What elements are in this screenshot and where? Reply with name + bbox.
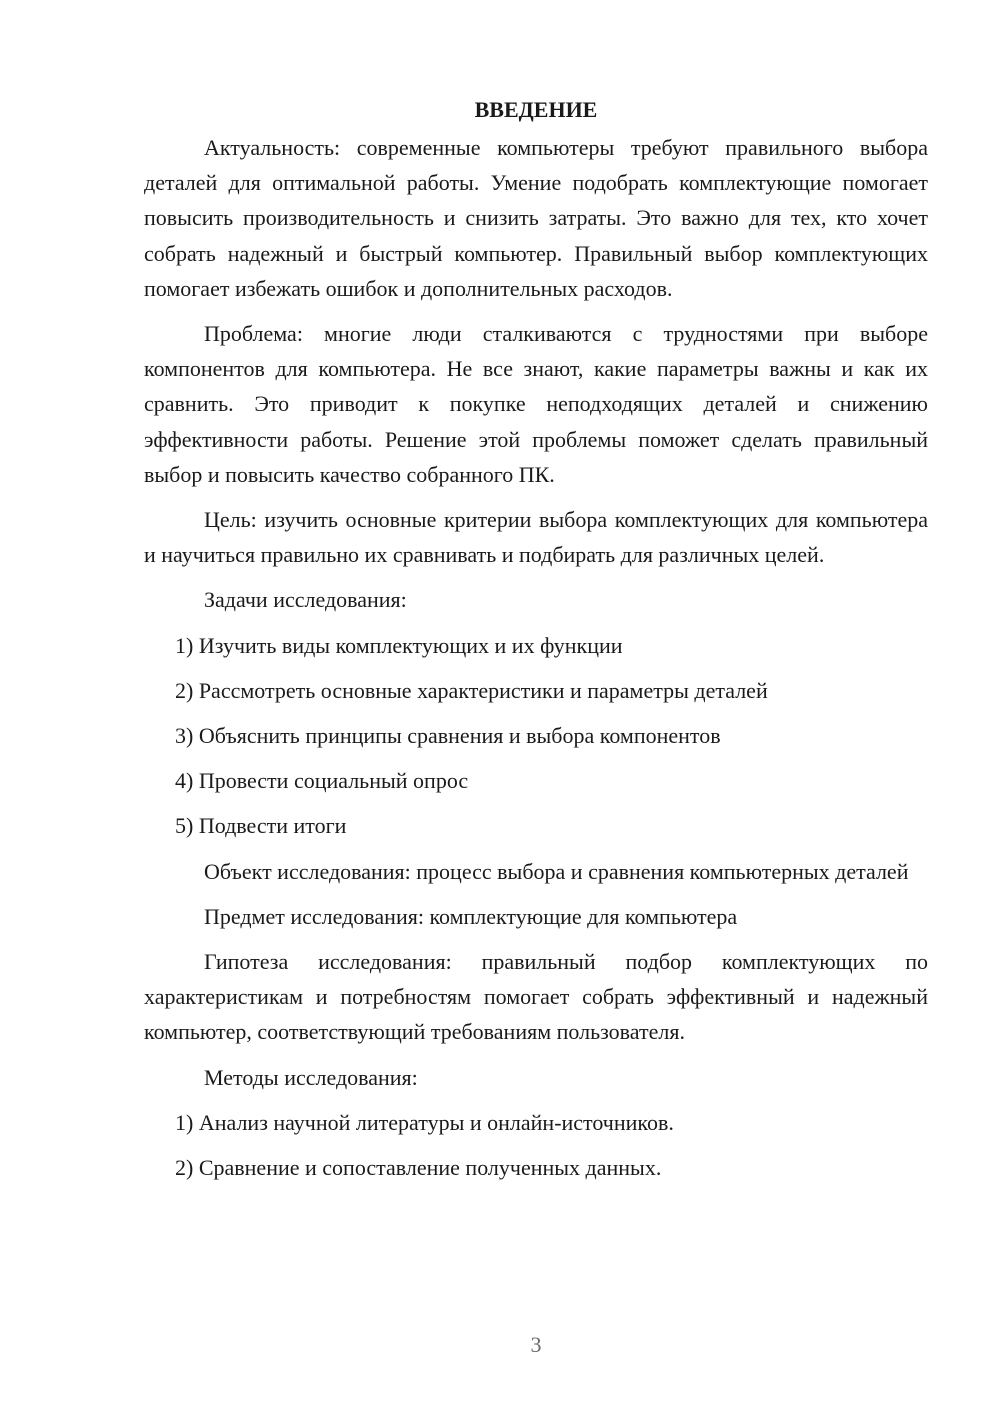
page-number: 3 [530, 1332, 542, 1357]
method-item: 2) Сравнение и сопоставление полученных данных. [175, 1155, 662, 1181]
tasks-title: Задачи исследования: [204, 587, 407, 613]
hypothesis-paragraph: Гипотеза исследования: правильный подбор комплектующих по характеристикам и потребностям помогает собрать эффективный и надежный компьютер, соответствующий требованиям пользователя. [144, 949, 928, 1045]
task-item: 2) Рассмотреть основные характеристики и параметры деталей [175, 677, 768, 703]
problem-paragraph: Проблема: многие люди сталкиваются с трудностями при выборе компонентов для компьютера. Не все знают, какие параметры важны и как их сравнить. Это приводит к покупке неподходящих деталей и снижению эффективности работы. Решение этой проблемы поможет сделать правильный выбор и повысить качество собранного ПК. [144, 321, 928, 487]
section-heading: ВВЕДЕНИЕ [474, 97, 598, 122]
task-item: 3) Объяснить принципы сравнения и выбора компонентов [175, 723, 721, 749]
relevance-paragraph: Актуальность: современные компьютеры требуют правильного выбора деталей для оптимальной работы. Умение подобрать комплектующие помогает повысить производительность и снизить затраты. Это важно для тех, кто хочет собрать надежный и быстрый компьютер. Правильный выбор комплектующих помогает избежать ошибок и дополнительных расходов. [144, 135, 928, 301]
task-item: 4) Провести социальный опрос [175, 768, 469, 794]
task-item: 1) Изучить виды комплектующих и их функции [175, 632, 623, 658]
method-item: 1) Анализ научной литературы и онлайн-источников. [175, 1109, 674, 1135]
page-content [144, 94, 928, 1195]
goal-paragraph: Цель: изучить основные критерии выбора комплектующих для компьютера и научиться правильно их сравнивать и подбирать для различных целей. [144, 507, 928, 568]
methods-title: Методы исследования: [204, 1064, 418, 1090]
object-paragraph: Объект исследования: процесс выбора и сравнения компьютерных деталей [204, 858, 909, 884]
subject-paragraph: Предмет исследования: комплектующие для компьютера [204, 903, 738, 929]
task-item: 5) Подвести итоги [175, 813, 347, 839]
